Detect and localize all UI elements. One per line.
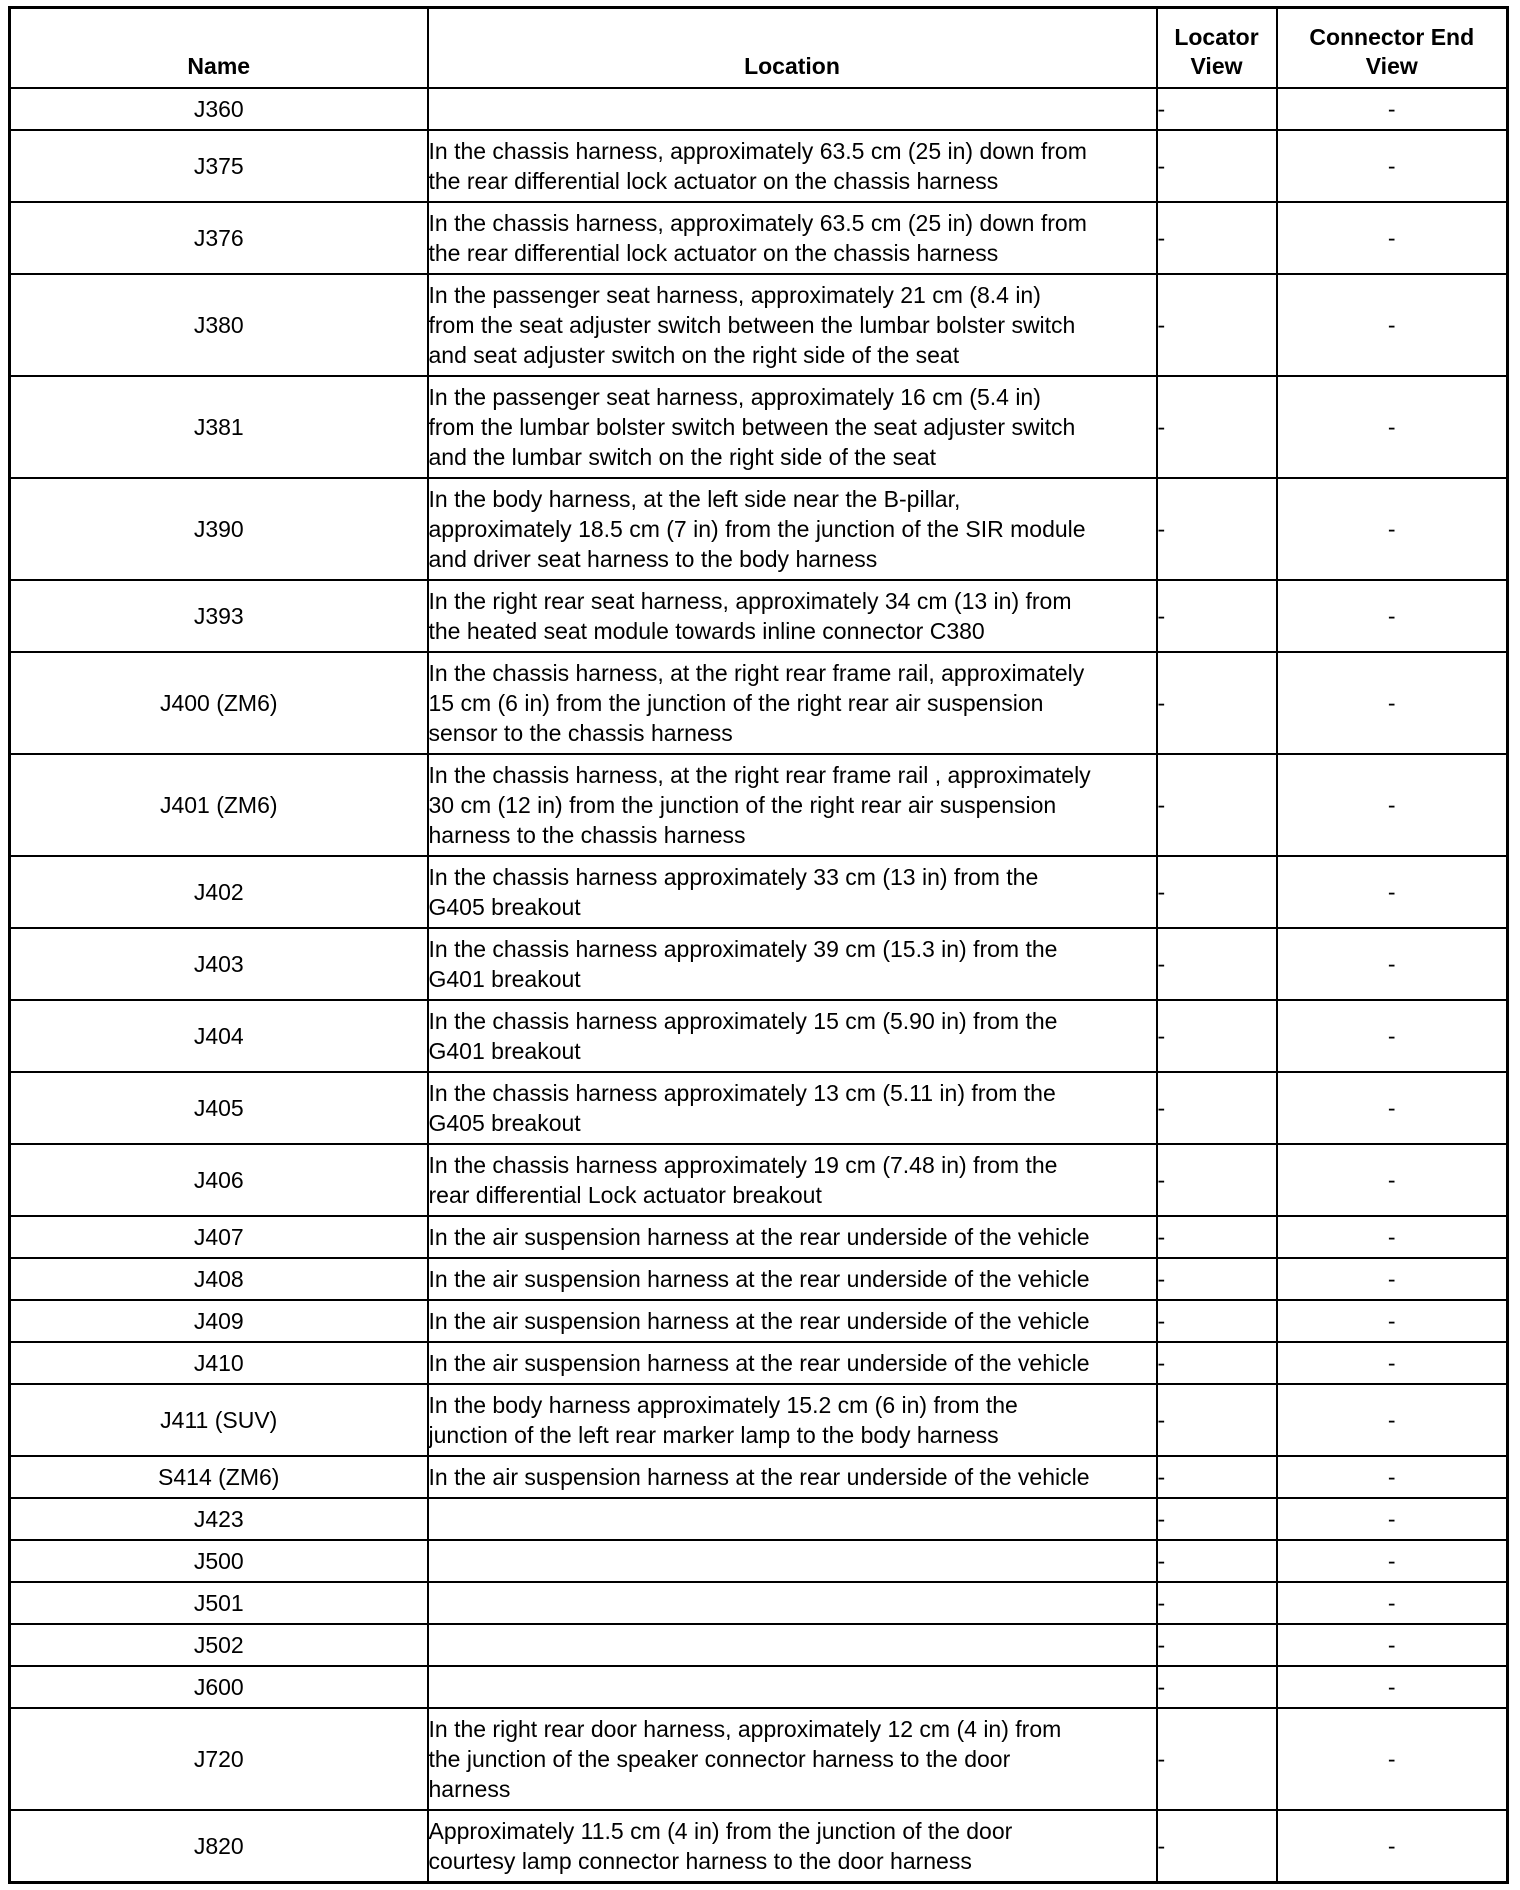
table-row — [10, 1144, 1508, 1216]
header-locator-view-line: Locator — [1174, 24, 1259, 50]
cell-name: J501 — [10, 1582, 428, 1624]
cell-connector-end-view: - — [1277, 754, 1508, 856]
location-line: harness — [428, 1776, 511, 1802]
table-header — [10, 8, 1508, 89]
location-line: from the lumbar bolster switch between the seat adjuster switch — [428, 414, 1076, 440]
location-line: from the seat adjuster switch between the lumbar bolster switch — [428, 312, 1076, 338]
location-line: approximately 18.5 cm (7 in) from the junction of the SIR module — [428, 516, 1086, 542]
location-line: In the right rear door harness, approximately 12 cm (4 in) from — [428, 1716, 1062, 1742]
location-line: junction of the left rear marker lamp to the body harness — [428, 1422, 999, 1448]
location-line: In the chassis harness approximately 39 cm (15.3 in) from the — [428, 936, 1058, 962]
cell-locator-view: - — [1157, 1708, 1277, 1810]
cell-locator-view: - — [1157, 1810, 1277, 1883]
cell-name: J390 — [10, 478, 428, 580]
location-line: the rear differential lock actuator on the chassis harness — [428, 168, 999, 194]
cell-connector-end-view: - — [1277, 1300, 1508, 1342]
cell-locator-view: - — [1157, 130, 1277, 202]
cell-connector-end-view: - — [1277, 1000, 1508, 1072]
cell-location — [428, 478, 1157, 580]
header-connector-end-view-line: Connector End — [1309, 24, 1475, 50]
table-row — [10, 1810, 1508, 1883]
cell-connector-end-view: - — [1277, 1540, 1508, 1582]
cell-location — [428, 652, 1157, 754]
cell-name: J405 — [10, 1072, 428, 1144]
cell-location — [428, 754, 1157, 856]
location-line: In the passenger seat harness, approximately 21 cm (8.4 in) — [428, 282, 1041, 308]
cell-locator-view: - — [1157, 754, 1277, 856]
cell-location — [428, 1000, 1157, 1072]
cell-name: J500 — [10, 1540, 428, 1582]
table-row — [10, 1342, 1508, 1384]
header-locator-view-line: View — [1190, 53, 1243, 79]
cell-location — [428, 1258, 1157, 1300]
cell-location — [428, 1072, 1157, 1144]
cell-name: J502 — [10, 1624, 428, 1666]
table-row — [10, 130, 1508, 202]
location-line: 30 cm (12 in) from the junction of the right rear air suspension — [428, 792, 1057, 818]
cell-name: J720 — [10, 1708, 428, 1810]
location-line: In the chassis harness approximately 33 cm (13 in) from the — [428, 864, 1039, 890]
cell-locator-view: - — [1157, 1258, 1277, 1300]
location-line: 15 cm (6 in) from the junction of the right rear air suspension — [428, 690, 1044, 716]
table-row — [10, 1456, 1508, 1498]
location-line: sensor to the chassis harness — [428, 720, 733, 746]
cell-name: S414 (ZM6) — [10, 1456, 428, 1498]
cell-connector-end-view: - — [1277, 1498, 1508, 1540]
cell-connector-end-view: - — [1277, 580, 1508, 652]
location-line: In the air suspension harness at the rear underside of the vehicle — [428, 1224, 1090, 1250]
table-row — [10, 754, 1508, 856]
cell-connector-end-view: - — [1277, 1342, 1508, 1384]
location-line: In the air suspension harness at the rear underside of the vehicle — [428, 1350, 1090, 1376]
cell-locator-view: - — [1157, 928, 1277, 1000]
cell-connector-end-view: - — [1277, 1072, 1508, 1144]
location-line: In the chassis harness, at the right rear frame rail, approximately — [428, 660, 1085, 686]
location-line: G405 breakout — [428, 894, 581, 920]
cell-locator-view: - — [1157, 1384, 1277, 1456]
location-line: the junction of the speaker connector harness to the door — [428, 1746, 1011, 1772]
cell-connector-end-view: - — [1277, 1810, 1508, 1883]
cell-location — [428, 1666, 1157, 1708]
cell-locator-view: - — [1157, 1144, 1277, 1216]
table-row — [10, 478, 1508, 580]
table-row — [10, 1216, 1508, 1258]
location-line: In the right rear seat harness, approximately 34 cm (13 in) from — [428, 588, 1072, 614]
cell-connector-end-view: - — [1277, 928, 1508, 1000]
cell-name: J393 — [10, 580, 428, 652]
cell-name: J409 — [10, 1300, 428, 1342]
table-row — [10, 1624, 1508, 1666]
cell-locator-view: - — [1157, 274, 1277, 376]
cell-location — [428, 274, 1157, 376]
cell-locator-view: - — [1157, 1498, 1277, 1540]
location-line: In the air suspension harness at the rear underside of the vehicle — [428, 1464, 1090, 1490]
location-line: G401 breakout — [428, 1038, 581, 1064]
cell-location — [428, 88, 1157, 130]
cell-locator-view: - — [1157, 580, 1277, 652]
cell-location — [428, 130, 1157, 202]
location-line: harness to the chassis harness — [428, 822, 746, 848]
table-row — [10, 1300, 1508, 1342]
table-row — [10, 580, 1508, 652]
location-line: In the air suspension harness at the rear underside of the vehicle — [428, 1308, 1090, 1334]
cell-connector-end-view: - — [1277, 88, 1508, 130]
location-line: G405 breakout — [428, 1110, 581, 1136]
cell-locator-view: - — [1157, 478, 1277, 580]
header-locator-view — [1157, 8, 1277, 89]
cell-connector-end-view: - — [1277, 202, 1508, 274]
cell-name: J403 — [10, 928, 428, 1000]
cell-location — [428, 1384, 1157, 1456]
cell-name: J410 — [10, 1342, 428, 1384]
table-row — [10, 202, 1508, 274]
cell-connector-end-view: - — [1277, 1666, 1508, 1708]
location-line: and driver seat harness to the body harness — [428, 546, 878, 572]
cell-locator-view: - — [1157, 856, 1277, 928]
cell-locator-view: - — [1157, 1456, 1277, 1498]
table-body — [10, 88, 1508, 1883]
cell-name: J407 — [10, 1216, 428, 1258]
cell-location — [428, 1498, 1157, 1540]
table-row — [10, 1540, 1508, 1582]
location-line: and seat adjuster switch on the right side of the seat — [428, 342, 960, 368]
cell-locator-view: - — [1157, 1582, 1277, 1624]
cell-connector-end-view: - — [1277, 274, 1508, 376]
table-row — [10, 1498, 1508, 1540]
cell-connector-end-view: - — [1277, 1216, 1508, 1258]
cell-locator-view: - — [1157, 1540, 1277, 1582]
cell-location — [428, 376, 1157, 478]
cell-name: J423 — [10, 1498, 428, 1540]
cell-locator-view: - — [1157, 376, 1277, 478]
table-row — [10, 1072, 1508, 1144]
cell-location — [428, 1144, 1157, 1216]
location-line: In the chassis harness approximately 15 cm (5.90 in) from the — [428, 1008, 1058, 1034]
cell-name: J400 (ZM6) — [10, 652, 428, 754]
location-line: In the body harness approximately 15.2 cm (6 in) from the — [428, 1392, 1018, 1418]
location-line: In the passenger seat harness, approximately 16 cm (5.4 in) — [428, 384, 1041, 410]
location-line: In the chassis harness, approximately 63.5 cm (25 in) down from — [428, 210, 1087, 236]
cell-connector-end-view: - — [1277, 1456, 1508, 1498]
table-row — [10, 856, 1508, 928]
connector-location-table — [8, 6, 1509, 1884]
location-line: courtesy lamp connector harness to the door harness — [428, 1848, 972, 1874]
table-row — [10, 928, 1508, 1000]
cell-connector-end-view: - — [1277, 1384, 1508, 1456]
table-row — [10, 1000, 1508, 1072]
table-row — [10, 1708, 1508, 1810]
table-row — [10, 1666, 1508, 1708]
cell-connector-end-view: - — [1277, 1708, 1508, 1810]
cell-name: J411 (SUV) — [10, 1384, 428, 1456]
cell-location — [428, 1708, 1157, 1810]
document-page — [8, 6, 1509, 1884]
cell-location — [428, 1456, 1157, 1498]
location-line: In the chassis harness approximately 13 cm (5.11 in) from the — [428, 1080, 1056, 1106]
location-line: In the chassis harness, approximately 63.5 cm (25 in) down from — [428, 138, 1087, 164]
cell-locator-view: - — [1157, 202, 1277, 274]
location-line: In the chassis harness, at the right rear frame rail , approximately — [428, 762, 1091, 788]
cell-locator-view: - — [1157, 1072, 1277, 1144]
cell-locator-view: - — [1157, 88, 1277, 130]
cell-name: J600 — [10, 1666, 428, 1708]
cell-name: J408 — [10, 1258, 428, 1300]
cell-location — [428, 202, 1157, 274]
cell-connector-end-view: - — [1277, 478, 1508, 580]
table-row — [10, 274, 1508, 376]
cell-location — [428, 1540, 1157, 1582]
header-row — [10, 8, 1508, 89]
location-line: In the chassis harness approximately 19 cm (7.48 in) from the — [428, 1152, 1058, 1178]
cell-location — [428, 1582, 1157, 1624]
cell-location — [428, 580, 1157, 652]
cell-connector-end-view: - — [1277, 1624, 1508, 1666]
cell-location — [428, 1624, 1157, 1666]
location-line: Approximately 11.5 cm (4 in) from the junction of the door — [428, 1818, 1013, 1844]
cell-name: J402 — [10, 856, 428, 928]
cell-locator-view: - — [1157, 1666, 1277, 1708]
table-row — [10, 88, 1508, 130]
cell-location — [428, 1216, 1157, 1258]
cell-name: J375 — [10, 130, 428, 202]
cell-location — [428, 1342, 1157, 1384]
location-line: the heated seat module towards inline connector C380 — [428, 618, 985, 644]
location-line: and the lumbar switch on the right side of the seat — [428, 444, 937, 470]
cell-locator-view: - — [1157, 1624, 1277, 1666]
cell-location — [428, 1300, 1157, 1342]
location-line: In the body harness, at the left side near the B-pillar, — [428, 486, 961, 512]
location-line: rear differential Lock actuator breakout — [428, 1182, 822, 1208]
cell-name: J404 — [10, 1000, 428, 1072]
location-line: G401 breakout — [428, 966, 581, 992]
cell-locator-view: - — [1157, 652, 1277, 754]
header-location: Location — [428, 8, 1157, 89]
table-row — [10, 1258, 1508, 1300]
cell-connector-end-view: - — [1277, 376, 1508, 478]
cell-location — [428, 928, 1157, 1000]
cell-connector-end-view: - — [1277, 1582, 1508, 1624]
header-connector-end-view — [1277, 8, 1508, 89]
cell-connector-end-view: - — [1277, 130, 1508, 202]
cell-name: J406 — [10, 1144, 428, 1216]
location-line: In the air suspension harness at the rear underside of the vehicle — [428, 1266, 1090, 1292]
cell-locator-view: - — [1157, 1000, 1277, 1072]
table-row — [10, 1384, 1508, 1456]
cell-locator-view: - — [1157, 1342, 1277, 1384]
table-row — [10, 652, 1508, 754]
cell-name: J820 — [10, 1810, 428, 1883]
cell-name: J360 — [10, 88, 428, 130]
cell-name: J381 — [10, 376, 428, 478]
cell-name: J401 (ZM6) — [10, 754, 428, 856]
cell-location — [428, 1810, 1157, 1883]
cell-locator-view: - — [1157, 1300, 1277, 1342]
cell-location — [428, 856, 1157, 928]
location-line: the rear differential lock actuator on the chassis harness — [428, 240, 999, 266]
header-connector-end-view-line: View — [1365, 53, 1418, 79]
cell-connector-end-view: - — [1277, 652, 1508, 754]
table-row — [10, 376, 1508, 478]
header-name: Name — [10, 8, 428, 89]
cell-name: J380 — [10, 274, 428, 376]
table-row — [10, 1582, 1508, 1624]
cell-connector-end-view: - — [1277, 1144, 1508, 1216]
cell-connector-end-view: - — [1277, 1258, 1508, 1300]
cell-connector-end-view: - — [1277, 856, 1508, 928]
cell-locator-view: - — [1157, 1216, 1277, 1258]
cell-name: J376 — [10, 202, 428, 274]
